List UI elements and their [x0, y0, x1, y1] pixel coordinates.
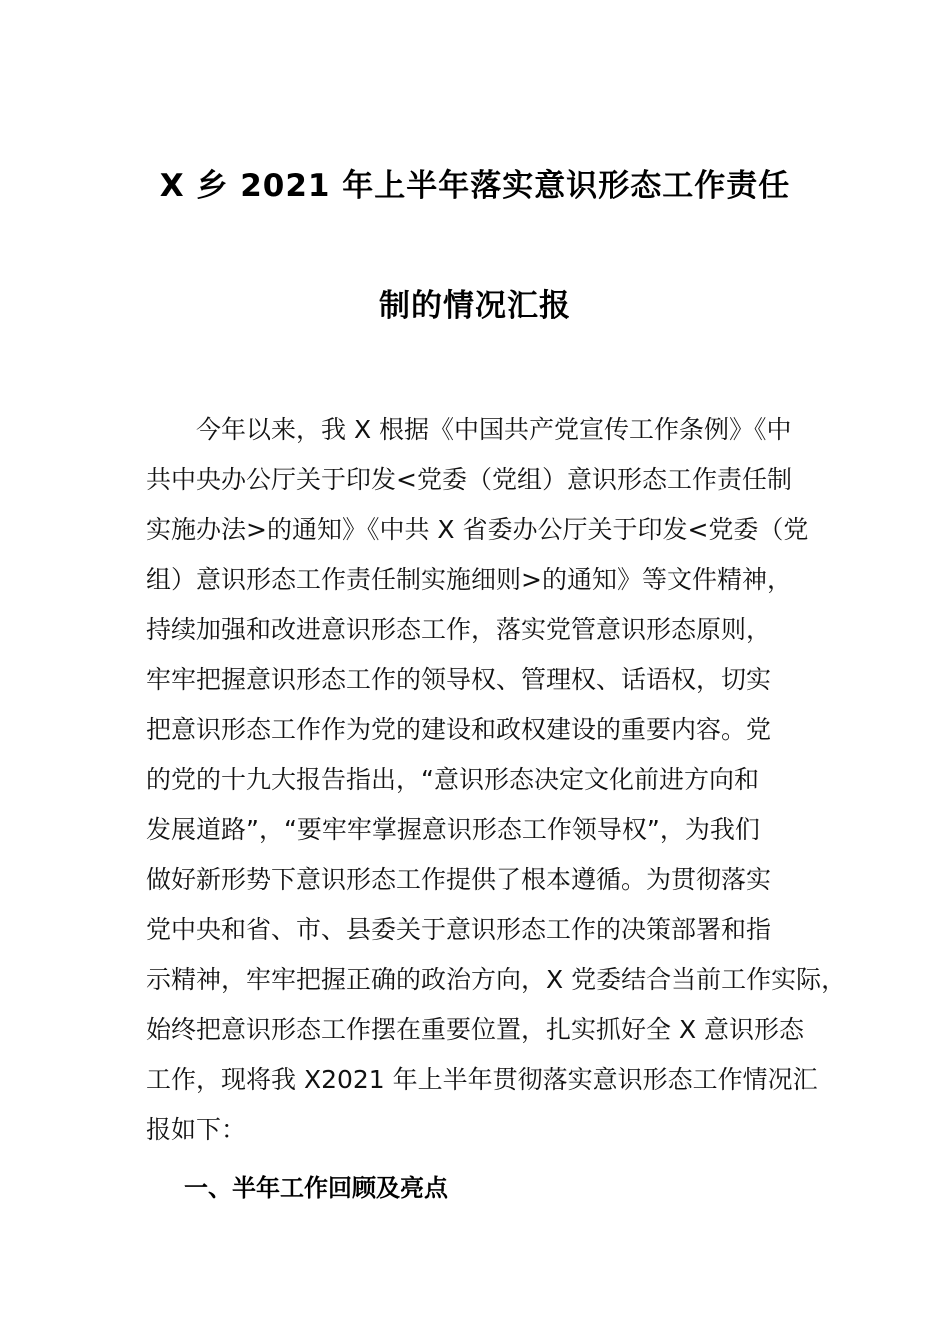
paragraph-line: 示精神，牢牢把握正确的政治方向，X 党委结合当前工作实际，	[146, 965, 847, 994]
paragraph-line: 组）意识形态工作责任制实施细则>的通知》等文件精神，	[146, 565, 792, 594]
document-title-line-2: 制的情况汇报	[379, 288, 571, 324]
paragraph-line: 报如下：	[146, 1115, 247, 1144]
paragraph-line: 今年以来，我 X 根据《中国共产党宣传工作条例》《中	[146, 415, 792, 444]
paragraph-line: 实施办法>的通知》《中共 X 省委办公厅关于印发<党委（党	[146, 515, 809, 544]
paragraph-line: 共中央办公厅关于印发<党委（党组）意识形态工作责任制	[146, 465, 792, 494]
paragraph-line: 工作，现将我 X2021 年上半年贯彻落实意识形态工作情况汇	[146, 1065, 818, 1094]
paragraph-line: 党中央和省、市、县委关于意识形态工作的决策部署和指	[146, 915, 772, 944]
paragraph-line: 始终把意识形态工作摆在重要位置，扎实抓好全 X 意识形态	[146, 1015, 805, 1044]
paragraph-line: 发展道路”，“要牢牢掌握意识形态工作领导权”，为我们	[146, 815, 760, 844]
paragraph-line: 的党的十九大报告指出，“意识形态决定文化前进方向和	[146, 765, 759, 794]
paragraph-line: 把意识形态工作作为党的建设和政权建设的重要内容。党	[146, 715, 772, 744]
paragraph-line: 牢牢把握意识形态工作的领导权、管理权、话语权，切实	[146, 665, 772, 694]
paragraph-line: 做好新形势下意识形态工作提供了根本遵循。为贯彻落实	[146, 865, 772, 894]
paragraph-line: 持续加强和改进意识形态工作，落实党管意识形态原则，	[146, 615, 772, 644]
intro-paragraph	[146, 405, 847, 1155]
section-heading-1: 一、半年工作回顾及亮点	[184, 1174, 448, 1202]
document-title-line-1: X 乡 2021 年上半年落实意识形态工作责任	[159, 168, 791, 204]
